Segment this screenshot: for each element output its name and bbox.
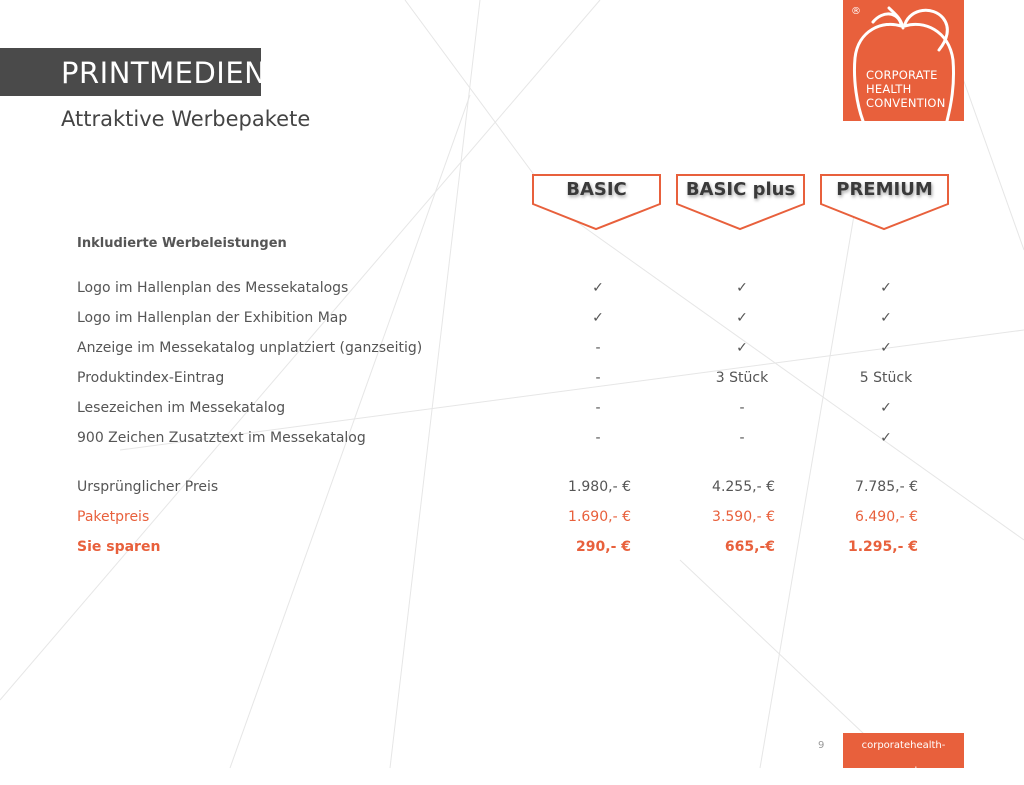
- basic-plus-value: ✓: [736, 340, 748, 356]
- table-row: [0, 427, 1024, 449]
- basic-plus-value: 4.255,- €: [712, 479, 775, 495]
- premium-value: 1.295,- €: [847, 539, 918, 555]
- basic-value: ✓: [592, 310, 604, 326]
- registered-mark: ®: [851, 6, 861, 17]
- basic-value: -: [595, 430, 601, 446]
- row-label: Paketpreis: [77, 509, 150, 525]
- row-label: Lesezeichen im Messekatalog: [77, 400, 286, 416]
- basic-plus-value: -: [739, 430, 745, 446]
- table-row: [0, 337, 1024, 359]
- package-premium: [820, 174, 949, 231]
- row-label: Ursprünglicher Preis: [77, 479, 219, 495]
- row-label: 900 Zeichen Zusatztext im Messekatalog: [77, 430, 366, 446]
- premium-value: ✓: [880, 430, 892, 446]
- logo: [843, 0, 964, 121]
- basic-plus-value: 3.590,- €: [712, 509, 775, 525]
- premium-value: 5 Stück: [859, 370, 913, 386]
- price-row-savings: [0, 536, 1024, 558]
- package-basic-plus: [676, 174, 805, 231]
- logo-line: CONVENTION: [866, 96, 946, 110]
- logo-line: HEALTH: [866, 82, 912, 96]
- basic-value: -: [595, 340, 601, 356]
- table-row: [0, 397, 1024, 419]
- basic-plus-value: -: [739, 400, 745, 416]
- logo-text: [866, 68, 946, 110]
- row-label: Sie sparen: [77, 539, 161, 555]
- section-header: Inkludierte Werbeleistungen: [77, 236, 287, 251]
- premium-value: 6.490,- €: [855, 509, 918, 525]
- row-label: Logo im Hallenplan des Messekatalogs: [77, 280, 349, 296]
- basic-value: 1.690,- €: [568, 509, 631, 525]
- page-subtitle: Attraktive Werbepakete: [61, 107, 311, 131]
- premium-value: ✓: [880, 400, 892, 416]
- basic-plus-value: ✓: [736, 310, 748, 326]
- table-row: [0, 277, 1024, 299]
- premium-value: ✓: [880, 310, 892, 326]
- logo-line: CORPORATE: [866, 68, 938, 82]
- basic-value: -: [595, 370, 601, 386]
- page-number: 9: [818, 740, 825, 751]
- basic-plus-value: 665,-€: [724, 539, 775, 555]
- table-row: [0, 307, 1024, 329]
- premium-value: ✓: [880, 280, 892, 296]
- footer-url-link[interactable]: corporatehealth-expo.de: [843, 733, 964, 768]
- basic-plus-value: ✓: [736, 280, 748, 296]
- basic-plus-value: 3 Stück: [715, 370, 769, 386]
- row-label: Logo im Hallenplan der Exhibition Map: [77, 310, 348, 326]
- page-title: PRINTMEDIEN: [61, 56, 267, 90]
- price-row-package: [0, 506, 1024, 528]
- basic-value: 1.980,- €: [568, 479, 631, 495]
- package-label: PREMIUM: [836, 179, 933, 200]
- package-label: BASIC: [566, 179, 627, 200]
- premium-value: 7.785,- €: [855, 479, 918, 495]
- price-row-original: [0, 476, 1024, 498]
- package-label: BASIC plus: [685, 179, 796, 200]
- premium-value: ✓: [880, 340, 892, 356]
- row-label: Anzeige im Messekatalog unplatziert (ganzseitig): [77, 340, 423, 356]
- basic-value: ✓: [592, 280, 604, 296]
- row-label: Produktindex-Eintrag: [77, 370, 225, 386]
- package-basic: [532, 174, 661, 231]
- basic-value: 290,- €: [576, 539, 631, 555]
- basic-value: -: [595, 400, 601, 416]
- table-row: [0, 367, 1024, 389]
